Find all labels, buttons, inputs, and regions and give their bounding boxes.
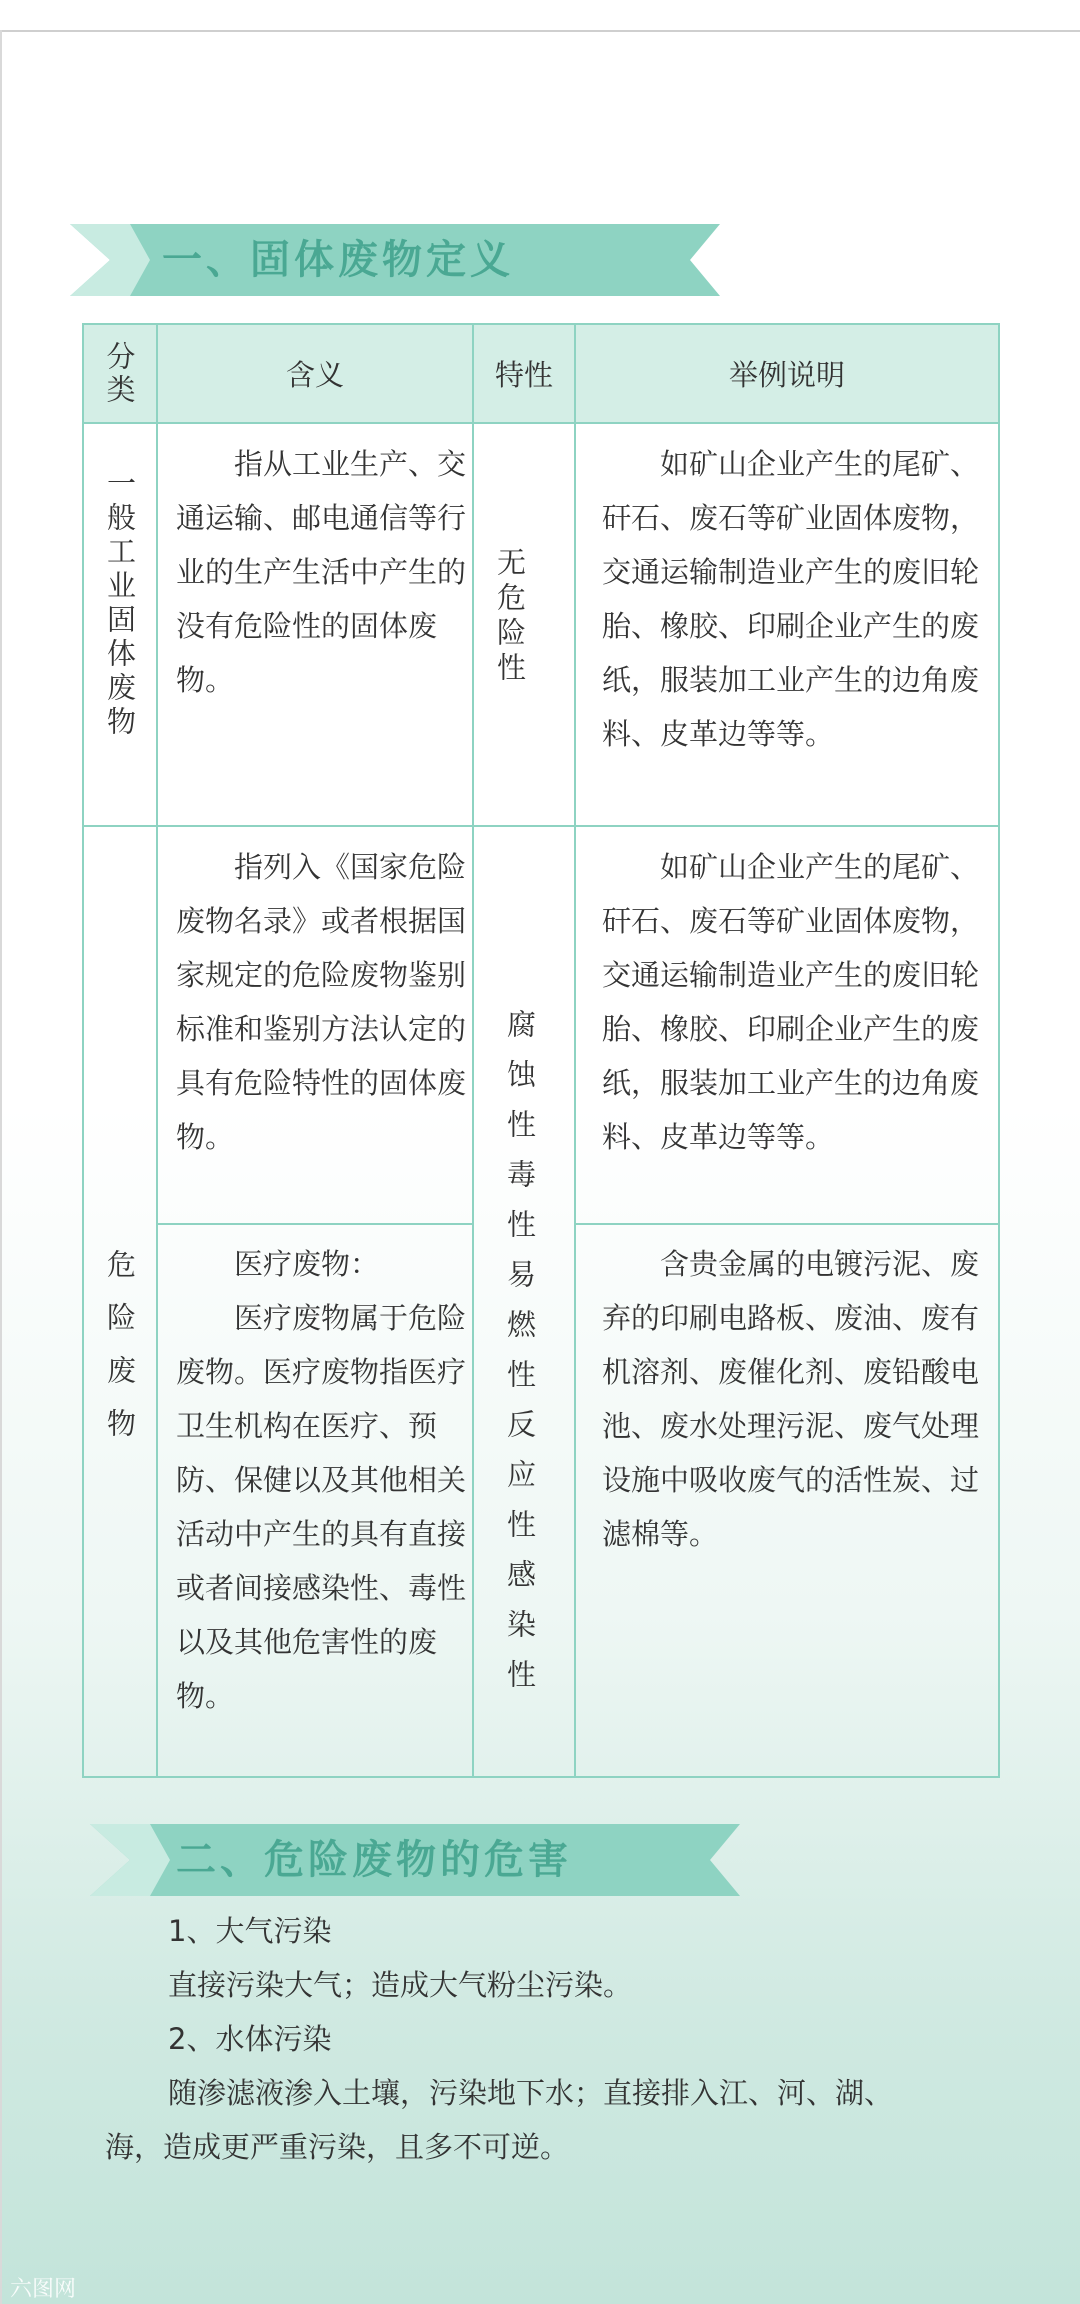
header-property: 特性 bbox=[494, 358, 553, 392]
table-vline-2 bbox=[472, 325, 474, 1776]
hazard-item-water-title: 2、水体污染 bbox=[168, 2022, 332, 2056]
section-1-title: 一、固体废物定义 bbox=[162, 237, 514, 283]
row2-property: 腐蚀性毒性易燃性反应性感染性 bbox=[503, 1009, 537, 1709]
row2-example-a: 如矿山企业产生的尾矿、矸石、废石等矿业固体废物，交通运输制造业产生的废旧轮胎、橡胶、印刷企业产生的废纸，服装加工业产生的边角废料、皮革边等等。 bbox=[602, 850, 980, 1154]
table-hline-row2a-example bbox=[574, 1223, 998, 1225]
hazard-item-air-title: 1、大气污染 bbox=[168, 1914, 332, 1948]
row1-category: 一般工业固体废物 bbox=[103, 468, 137, 740]
hazard-item-water-text-1: 随渗滤液渗入土壤，污染地下水；直接排入江、河、湖、 bbox=[168, 2076, 894, 2110]
header-meaning: 含义 bbox=[285, 358, 344, 392]
row2-meaning-b-title: 医疗废物： bbox=[234, 1247, 380, 1281]
hazard-item-air-text: 直接污染大气；造成大气粉尘污染。 bbox=[168, 1968, 633, 2002]
row1-property: 无危险性 bbox=[493, 547, 527, 687]
hazard-item-water-text-2: 海，造成更严重污染，且多不可逆。 bbox=[105, 2130, 570, 2164]
section-2-banner bbox=[90, 1824, 740, 1896]
table-vline-3 bbox=[574, 325, 576, 1776]
frame-top-line bbox=[0, 30, 1080, 32]
header-example: 举例说明 bbox=[728, 358, 845, 392]
frame-left-line bbox=[0, 30, 2, 2304]
watermark-logo: 六图网 bbox=[10, 2277, 77, 2302]
row2-category: 危险废物 bbox=[103, 1249, 137, 1461]
table-hline-header bbox=[84, 422, 998, 424]
table-hline-row1 bbox=[84, 825, 998, 827]
row2-example-b: 含贵金属的电镀污泥、废弃的印刷电路板、废油、废有机溶剂、废催化剂、废铅酸电池、废水处理污泥、废气处理设施中吸收废气的活性炭、过滤棉等。 bbox=[602, 1247, 980, 1551]
table-vline-1 bbox=[156, 325, 158, 1776]
table-hline-row2a-meaning bbox=[156, 1223, 474, 1225]
row1-meaning: 指从工业生产、交通运输、邮电通信等行业的生产生活中产生的没有危险性的固体废物。 bbox=[176, 447, 467, 697]
header-category: 分类 bbox=[102, 340, 137, 407]
row2-meaning-b: 医疗废物属于危险废物。医疗废物指医疗卫生机构在医疗、预防、保健以及其他相关活动中产生的具有直接或者间接感染性、毒性以及其他危害性的废物。 bbox=[176, 1301, 467, 1713]
section-2-title: 二、危险废物的危害 bbox=[176, 1837, 572, 1883]
row1-example: 如矿山企业产生的尾矿、矸石、废石等矿业固体废物，交通运输制造业产生的废旧轮胎、橡胶、印刷企业产生的废纸，服装加工业产生的边角废料、皮革边等等。 bbox=[602, 447, 980, 751]
section-1-banner bbox=[70, 224, 720, 296]
row2-meaning-a: 指列入《国家危险废物名录》或者根据国家规定的危险废物鉴别标准和鉴别方法认定的具有危险特性的固体废物。 bbox=[176, 850, 467, 1154]
solid-waste-definition-table bbox=[82, 323, 1000, 1778]
